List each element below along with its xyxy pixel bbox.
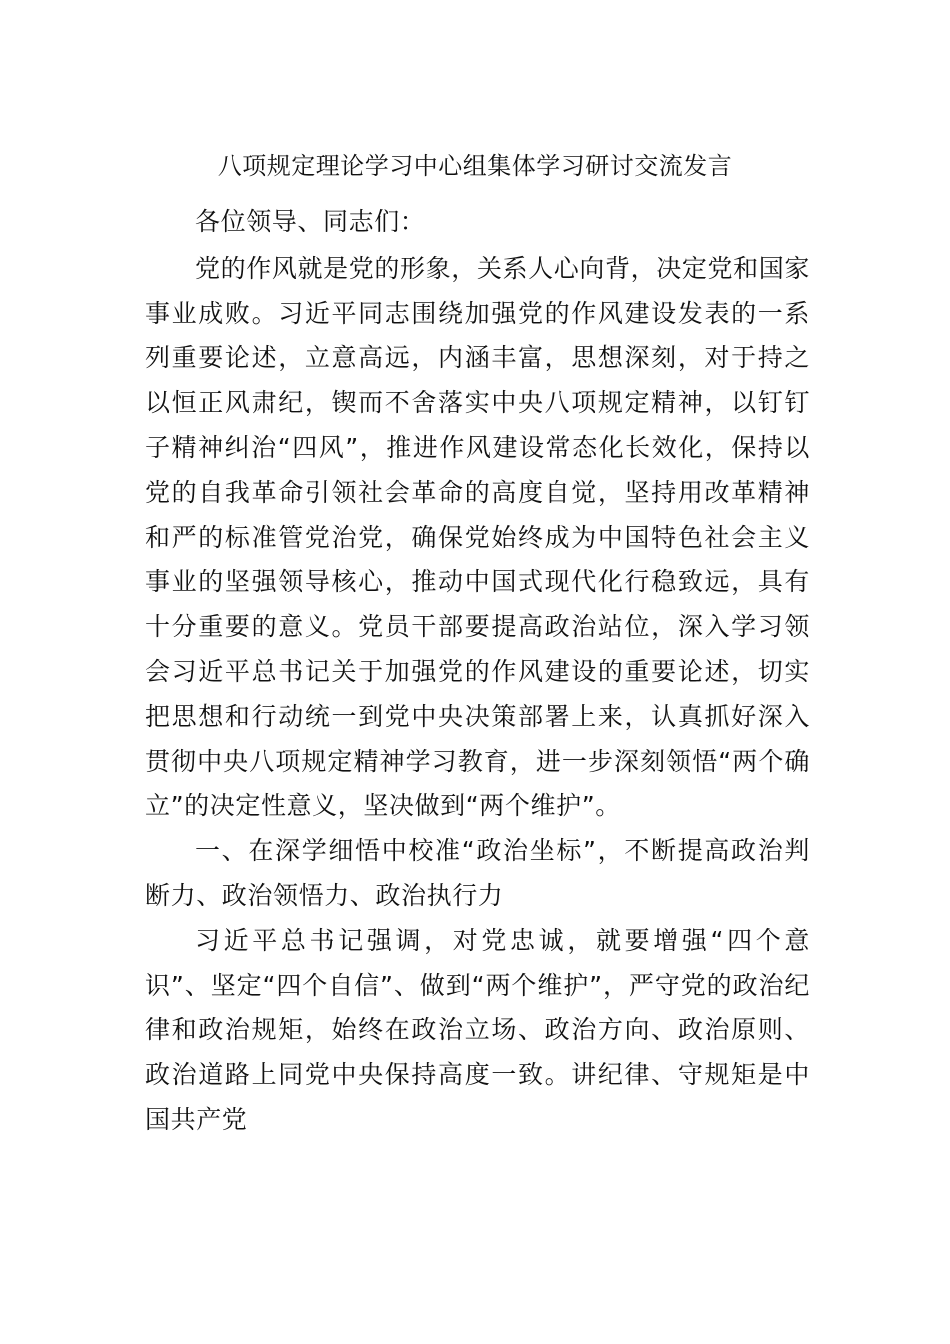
section-heading: 一、在深学细悟中校准“政治坐标”，不断提高政治判断力、政治领悟力、政治执行力 <box>145 836 810 910</box>
salutation: 各位领导、同志们： <box>195 207 426 236</box>
document-body <box>145 200 810 1143</box>
intro-paragraph: 党的作风就是党的形象，关系人心向背，决定党和国家事业成败。习近平同志围绕加强党的作风建设发表的一系列重要论述，立意高远，内涵丰富，思想深刻，对于持之以恒正风肃纪，锲而不舍落实中央八项规定精神，以钉钉子精神纠治“四风”，推进作风建设常态化长效化，保持以党的自我革命引领社会革命的高度自觉，坚持用改革精神和严的标准管党治党，确保党始终成为中国特色社会主义事业的坚强领导核心，推动中国式现代化行稳致远，具有十分重要的意义。党员干部要提高政治站位，深入学习领会习近平总书记关于加强党的作风建设的重要论述，切实把思想和行动统一到党中央决策部署上来，认真抓好深入贯彻中央八项规定精神学习教育，进一步深刻领悟“两个确立”的决定性意义，坚决做到“两个维护”。 <box>145 253 810 821</box>
section-paragraph: 习近平总书记强调，对党忠诚，就要增强“四个意识”、坚定“四个自信”、做到“两个维护”，严守党的政治纪律和政治规矩，始终在政治立场、政治方向、政治原则、政治道路上同党中央保持高度一致。讲纪律、守规矩是中国共产党 <box>145 925 810 1134</box>
document-title: 八项规定理论学习中心组集体学习研讨交流发言 <box>217 152 733 180</box>
